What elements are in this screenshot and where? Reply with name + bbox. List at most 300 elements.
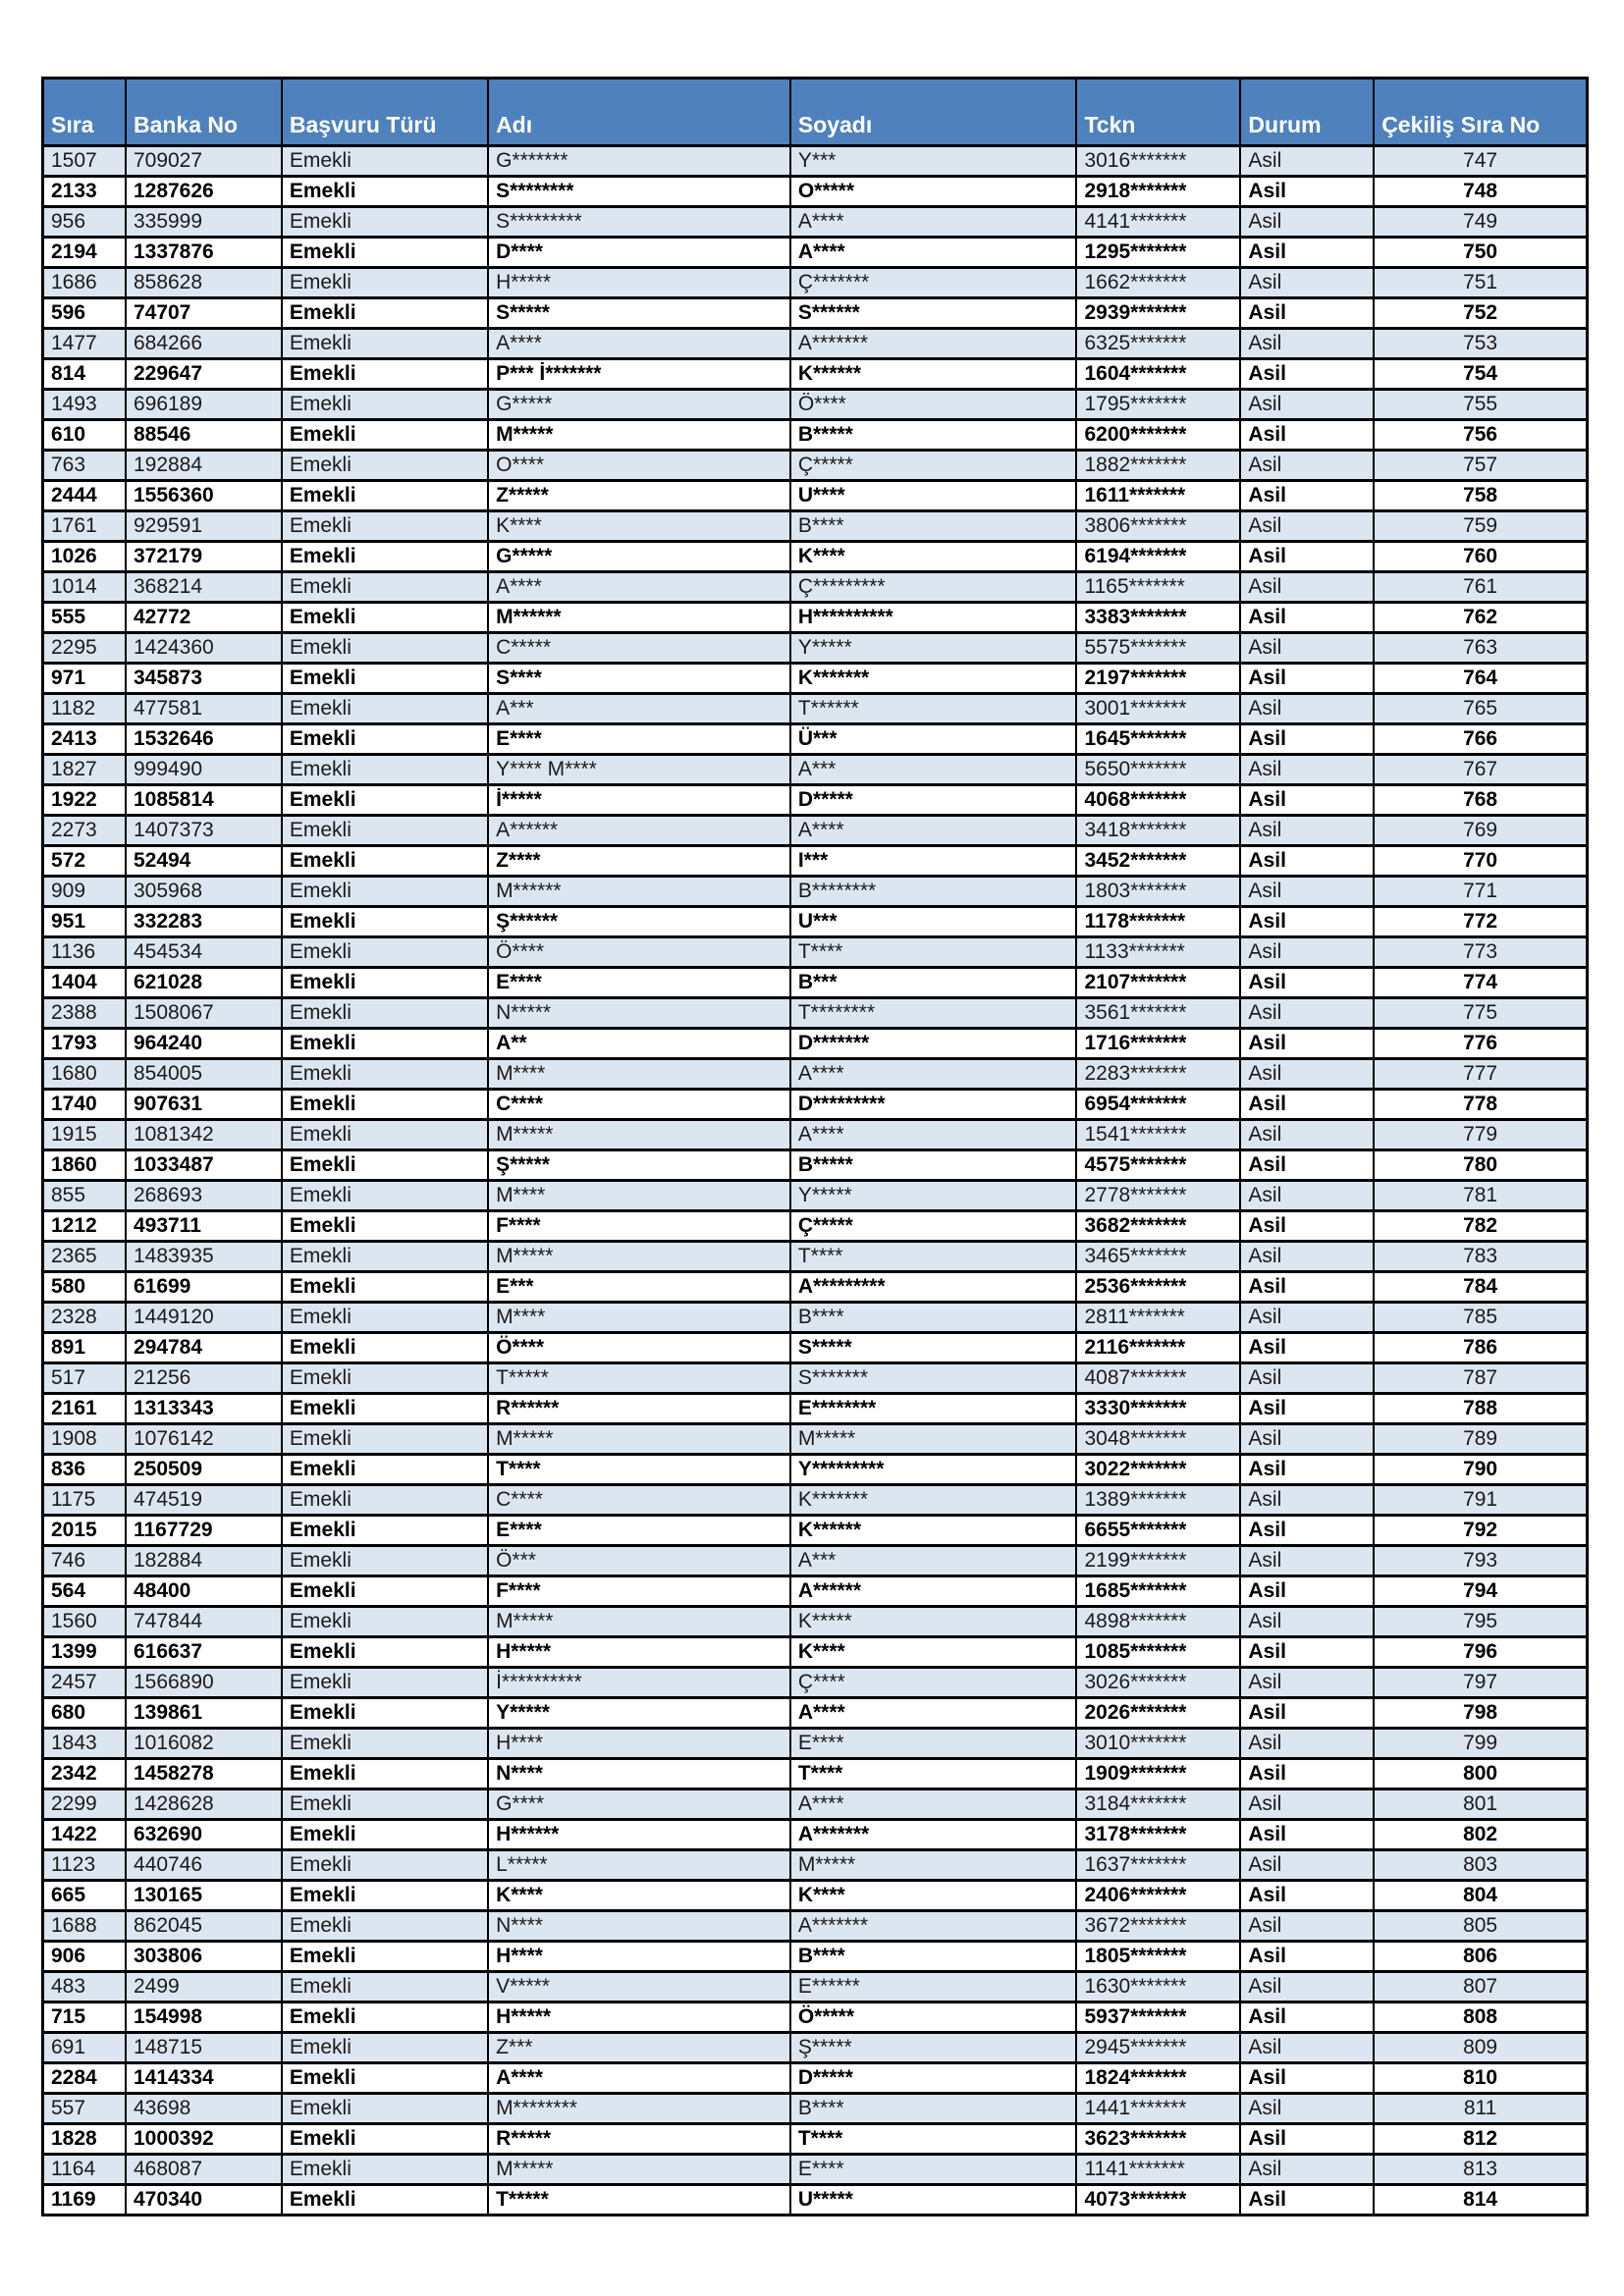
cell-soyadi: Ç***** xyxy=(790,451,1077,481)
cell-adi: Ö*** xyxy=(488,1546,790,1576)
cell-cekilis_sira_no: 809 xyxy=(1374,2033,1587,2063)
table-row xyxy=(43,542,1588,572)
cell-banka_no: 335999 xyxy=(126,207,282,238)
cell-soyadi: E**** xyxy=(790,1729,1077,1759)
cell-banka_no: 1076142 xyxy=(126,1424,282,1455)
cell-sira: 580 xyxy=(43,1272,126,1303)
cell-adi: İ********** xyxy=(488,1668,790,1698)
cell-banka_no: 61699 xyxy=(126,1272,282,1303)
cell-soyadi: Ş***** xyxy=(790,2033,1077,2063)
cell-basvuru_turu: Emekli xyxy=(282,998,488,1029)
cell-soyadi: O***** xyxy=(790,177,1077,207)
table-row xyxy=(43,1120,1588,1150)
cell-sira: 1688 xyxy=(43,1911,126,1942)
table-row xyxy=(43,2185,1588,2216)
cell-sira: 2194 xyxy=(43,238,126,268)
cell-banka_no: 305968 xyxy=(126,877,282,907)
cell-sira: 763 xyxy=(43,451,126,481)
cell-basvuru_turu: Emekli xyxy=(282,177,488,207)
cell-tckn: 3561******* xyxy=(1076,998,1240,1029)
cell-soyadi: A**** xyxy=(790,1059,1077,1090)
cell-soyadi: K**** xyxy=(790,542,1077,572)
cell-banka_no: 1556360 xyxy=(126,481,282,511)
cell-tckn: 1824******* xyxy=(1076,2063,1240,2094)
cell-sira: 891 xyxy=(43,1333,126,1363)
cell-sira: 596 xyxy=(43,298,126,329)
cell-tckn: 3026******* xyxy=(1076,1668,1240,1698)
cell-tckn: 5575******* xyxy=(1076,633,1240,664)
cell-tckn: 1662******* xyxy=(1076,268,1240,298)
cell-durum: Asil xyxy=(1240,481,1374,511)
table-header-row xyxy=(43,79,1588,146)
cell-durum: Asil xyxy=(1240,1394,1374,1424)
cell-sira: 1026 xyxy=(43,542,126,572)
cell-basvuru_turu: Emekli xyxy=(282,1333,488,1363)
cell-sira: 557 xyxy=(43,2094,126,2124)
cell-adi: S***** xyxy=(488,298,790,329)
table-row xyxy=(43,1150,1588,1181)
cell-adi: Y**** M**** xyxy=(488,755,790,785)
cell-cekilis_sira_no: 780 xyxy=(1374,1150,1587,1181)
table-row xyxy=(43,633,1588,664)
cell-sira: 1507 xyxy=(43,146,126,177)
column-header-sira: Sıra xyxy=(43,79,126,146)
cell-cekilis_sira_no: 772 xyxy=(1374,907,1587,937)
cell-soyadi: Ç***** xyxy=(790,1211,1077,1242)
table-row xyxy=(43,1546,1588,1576)
cell-soyadi: E****** xyxy=(790,1972,1077,2002)
cell-basvuru_turu: Emekli xyxy=(282,420,488,451)
cell-soyadi: Y*** xyxy=(790,146,1077,177)
cell-adi: N**** xyxy=(488,1911,790,1942)
cell-tckn: 3048******* xyxy=(1076,1424,1240,1455)
table-row xyxy=(43,1607,1588,1637)
cell-tckn: 6200******* xyxy=(1076,420,1240,451)
cell-soyadi: H********** xyxy=(790,603,1077,633)
cell-banka_no: 332283 xyxy=(126,907,282,937)
cell-soyadi: K****** xyxy=(790,1516,1077,1546)
cell-banka_no: 1414334 xyxy=(126,2063,282,2094)
cell-durum: Asil xyxy=(1240,1424,1374,1455)
cell-durum: Asil xyxy=(1240,1059,1374,1090)
cell-sira: 1680 xyxy=(43,1059,126,1090)
cell-basvuru_turu: Emekli xyxy=(282,1759,488,1789)
cell-durum: Asil xyxy=(1240,420,1374,451)
cell-banka_no: 372179 xyxy=(126,542,282,572)
cell-soyadi: Ç**** xyxy=(790,1668,1077,1698)
cell-sira: 2413 xyxy=(43,724,126,755)
cell-adi: A*** xyxy=(488,694,790,724)
cell-adi: M****** xyxy=(488,603,790,633)
cell-basvuru_turu: Emekli xyxy=(282,1150,488,1181)
cell-cekilis_sira_no: 803 xyxy=(1374,1850,1587,1881)
cell-basvuru_turu: Emekli xyxy=(282,390,488,420)
cell-tckn: 1441******* xyxy=(1076,2094,1240,2124)
cell-cekilis_sira_no: 770 xyxy=(1374,846,1587,877)
cell-adi: Y***** xyxy=(488,1698,790,1729)
cell-soyadi: Ç******* xyxy=(790,268,1077,298)
cell-cekilis_sira_no: 761 xyxy=(1374,572,1587,603)
cell-banka_no: 1508067 xyxy=(126,998,282,1029)
cell-tckn: 3022******* xyxy=(1076,1455,1240,1485)
cell-cekilis_sira_no: 776 xyxy=(1374,1029,1587,1059)
cell-durum: Asil xyxy=(1240,1211,1374,1242)
table-row xyxy=(43,1759,1588,1789)
cell-adi: O**** xyxy=(488,451,790,481)
table-row xyxy=(43,1911,1588,1942)
cell-cekilis_sira_no: 805 xyxy=(1374,1911,1587,1942)
table-row xyxy=(43,755,1588,785)
cell-durum: Asil xyxy=(1240,298,1374,329)
cell-tckn: 1685******* xyxy=(1076,1576,1240,1607)
table-row xyxy=(43,390,1588,420)
cell-cekilis_sira_no: 791 xyxy=(1374,1485,1587,1516)
cell-durum: Asil xyxy=(1240,1455,1374,1485)
cell-durum: Asil xyxy=(1240,207,1374,238)
cell-cekilis_sira_no: 799 xyxy=(1374,1729,1587,1759)
cell-basvuru_turu: Emekli xyxy=(282,268,488,298)
cell-basvuru_turu: Emekli xyxy=(282,1120,488,1150)
cell-banka_no: 474519 xyxy=(126,1485,282,1516)
cell-banka_no: 454534 xyxy=(126,937,282,968)
cell-banka_no: 268693 xyxy=(126,1181,282,1211)
cell-tckn: 4898******* xyxy=(1076,1607,1240,1637)
cell-adi: H**** xyxy=(488,1729,790,1759)
cell-cekilis_sira_no: 768 xyxy=(1374,785,1587,816)
cell-sira: 1422 xyxy=(43,1820,126,1850)
cell-basvuru_turu: Emekli xyxy=(282,1789,488,1820)
cell-banka_no: 1081342 xyxy=(126,1120,282,1150)
cell-tckn: 3010******* xyxy=(1076,1729,1240,1759)
cell-tckn: 4068******* xyxy=(1076,785,1240,816)
cell-soyadi: Ü*** xyxy=(790,724,1077,755)
cell-basvuru_turu: Emekli xyxy=(282,1850,488,1881)
table-row xyxy=(43,2094,1588,2124)
table-row xyxy=(43,1333,1588,1363)
cell-durum: Asil xyxy=(1240,664,1374,694)
cell-cekilis_sira_no: 754 xyxy=(1374,359,1587,390)
cell-adi: E**** xyxy=(488,968,790,998)
cell-adi: M**** xyxy=(488,1059,790,1090)
cell-tckn: 2026******* xyxy=(1076,1698,1240,1729)
cell-sira: 1404 xyxy=(43,968,126,998)
cell-cekilis_sira_no: 804 xyxy=(1374,1881,1587,1911)
cell-soyadi: B**** xyxy=(790,511,1077,542)
cell-basvuru_turu: Emekli xyxy=(282,2063,488,2094)
cell-soyadi: U**** xyxy=(790,481,1077,511)
cell-adi: R***** xyxy=(488,2124,790,2155)
table-row xyxy=(43,2002,1588,2033)
cell-sira: 1169 xyxy=(43,2185,126,2216)
cell-adi: M***** xyxy=(488,1120,790,1150)
cell-soyadi: T**** xyxy=(790,1242,1077,1272)
table-row xyxy=(43,1820,1588,1850)
cell-durum: Asil xyxy=(1240,2155,1374,2185)
cell-tckn: 1637******* xyxy=(1076,1850,1240,1881)
table-row xyxy=(43,1972,1588,2002)
cell-cekilis_sira_no: 748 xyxy=(1374,177,1587,207)
cell-durum: Asil xyxy=(1240,2124,1374,2155)
cell-adi: H***** xyxy=(488,1637,790,1668)
table-row xyxy=(43,1881,1588,1911)
cell-cekilis_sira_no: 765 xyxy=(1374,694,1587,724)
cell-cekilis_sira_no: 795 xyxy=(1374,1607,1587,1637)
cell-tckn: 4087******* xyxy=(1076,1363,1240,1394)
table-row xyxy=(43,998,1588,1029)
table-row xyxy=(43,1455,1588,1485)
cell-basvuru_turu: Emekli xyxy=(282,146,488,177)
cell-sira: 665 xyxy=(43,1881,126,1911)
cell-banka_no: 192884 xyxy=(126,451,282,481)
cell-cekilis_sira_no: 752 xyxy=(1374,298,1587,329)
cell-cekilis_sira_no: 785 xyxy=(1374,1303,1587,1333)
cell-adi: C**** xyxy=(488,1090,790,1120)
table-row xyxy=(43,2063,1588,2094)
cell-banka_no: 74707 xyxy=(126,298,282,329)
cell-adi: T**** xyxy=(488,1455,790,1485)
cell-sira: 1793 xyxy=(43,1029,126,1059)
table-row xyxy=(43,816,1588,846)
cell-durum: Asil xyxy=(1240,1485,1374,1516)
cell-cekilis_sira_no: 798 xyxy=(1374,1698,1587,1729)
cell-tckn: 2406******* xyxy=(1076,1881,1240,1911)
cell-tckn: 2107******* xyxy=(1076,968,1240,998)
cell-cekilis_sira_no: 788 xyxy=(1374,1394,1587,1424)
cell-banka_no: 250509 xyxy=(126,1455,282,1485)
cell-adi: Ş****** xyxy=(488,907,790,937)
cell-adi: M***** xyxy=(488,1424,790,1455)
cell-tckn: 3016******* xyxy=(1076,146,1240,177)
cell-basvuru_turu: Emekli xyxy=(282,846,488,877)
cell-sira: 2299 xyxy=(43,1789,126,1820)
cell-durum: Asil xyxy=(1240,1942,1374,1972)
cell-soyadi: I*** xyxy=(790,846,1077,877)
cell-banka_no: 1483935 xyxy=(126,1242,282,1272)
cell-durum: Asil xyxy=(1240,390,1374,420)
cell-sira: 855 xyxy=(43,1181,126,1211)
cell-soyadi: A**** xyxy=(790,816,1077,846)
cell-tckn: 4073******* xyxy=(1076,2185,1240,2216)
cell-adi: M***** xyxy=(488,1242,790,1272)
cell-durum: Asil xyxy=(1240,1029,1374,1059)
cell-sira: 2295 xyxy=(43,633,126,664)
cell-sira: 691 xyxy=(43,2033,126,2063)
cell-durum: Asil xyxy=(1240,542,1374,572)
cell-sira: 1908 xyxy=(43,1424,126,1455)
cell-tckn: 3330******* xyxy=(1076,1394,1240,1424)
cell-soyadi: Ö**** xyxy=(790,390,1077,420)
cell-tckn: 6954******* xyxy=(1076,1090,1240,1120)
cell-banka_no: 294784 xyxy=(126,1333,282,1363)
cell-adi: Ö**** xyxy=(488,937,790,968)
table-row xyxy=(43,1059,1588,1090)
cell-sira: 836 xyxy=(43,1455,126,1485)
cell-sira: 2161 xyxy=(43,1394,126,1424)
cell-sira: 2457 xyxy=(43,1668,126,1698)
table-row xyxy=(43,177,1588,207)
cell-sira: 1827 xyxy=(43,755,126,785)
cell-tckn: 3672******* xyxy=(1076,1911,1240,1942)
cell-cekilis_sira_no: 800 xyxy=(1374,1759,1587,1789)
cell-cekilis_sira_no: 777 xyxy=(1374,1059,1587,1090)
table-row xyxy=(43,1668,1588,1698)
cell-durum: Asil xyxy=(1240,603,1374,633)
cell-basvuru_turu: Emekli xyxy=(282,603,488,633)
cell-cekilis_sira_no: 758 xyxy=(1374,481,1587,511)
cell-adi: S**** xyxy=(488,664,790,694)
cell-adi: F**** xyxy=(488,1576,790,1607)
column-header-adi: Adı xyxy=(488,79,790,146)
cell-adi: G***** xyxy=(488,390,790,420)
cell-durum: Asil xyxy=(1240,1181,1374,1211)
cell-soyadi: T******** xyxy=(790,998,1077,1029)
cell-adi: T***** xyxy=(488,2185,790,2216)
table-row xyxy=(43,1789,1588,1820)
table-row xyxy=(43,1181,1588,1211)
cell-basvuru_turu: Emekli xyxy=(282,2033,488,2063)
cell-cekilis_sira_no: 802 xyxy=(1374,1820,1587,1850)
cell-adi: Ş***** xyxy=(488,1150,790,1181)
cell-basvuru_turu: Emekli xyxy=(282,1516,488,1546)
cell-banka_no: 21256 xyxy=(126,1363,282,1394)
cell-sira: 2284 xyxy=(43,2063,126,2094)
cell-durum: Asil xyxy=(1240,1272,1374,1303)
cell-sira: 951 xyxy=(43,907,126,937)
cell-adi: N**** xyxy=(488,1759,790,1789)
cell-adi: Z*** xyxy=(488,2033,790,2063)
cell-basvuru_turu: Emekli xyxy=(282,785,488,816)
cell-soyadi: E******** xyxy=(790,1394,1077,1424)
cell-cekilis_sira_no: 812 xyxy=(1374,2124,1587,2155)
cell-cekilis_sira_no: 760 xyxy=(1374,542,1587,572)
cell-adi: D**** xyxy=(488,238,790,268)
cell-basvuru_turu: Emekli xyxy=(282,1576,488,1607)
cell-soyadi: A*** xyxy=(790,1546,1077,1576)
cell-basvuru_turu: Emekli xyxy=(282,1211,488,1242)
cell-banka_no: 303806 xyxy=(126,1942,282,1972)
cell-cekilis_sira_no: 814 xyxy=(1374,2185,1587,2216)
cell-sira: 1175 xyxy=(43,1485,126,1516)
cell-adi: A**** xyxy=(488,329,790,359)
table-row xyxy=(43,268,1588,298)
cell-soyadi: K**** xyxy=(790,1637,1077,1668)
cell-adi: G***** xyxy=(488,542,790,572)
cell-soyadi: B***** xyxy=(790,1150,1077,1181)
table-row xyxy=(43,420,1588,451)
table-row xyxy=(43,146,1588,177)
cell-cekilis_sira_no: 775 xyxy=(1374,998,1587,1029)
cell-cekilis_sira_no: 789 xyxy=(1374,1424,1587,1455)
cell-banka_no: 148715 xyxy=(126,2033,282,2063)
cell-durum: Asil xyxy=(1240,1333,1374,1363)
table-row xyxy=(43,785,1588,816)
cell-durum: Asil xyxy=(1240,998,1374,1029)
cell-cekilis_sira_no: 764 xyxy=(1374,664,1587,694)
cell-basvuru_turu: Emekli xyxy=(282,1942,488,1972)
cell-durum: Asil xyxy=(1240,1789,1374,1820)
cell-banka_no: 684266 xyxy=(126,329,282,359)
cell-sira: 906 xyxy=(43,1942,126,1972)
cell-tckn: 6194******* xyxy=(1076,542,1240,572)
cell-durum: Asil xyxy=(1240,359,1374,390)
table-row xyxy=(43,1363,1588,1394)
cell-soyadi: Y***** xyxy=(790,633,1077,664)
cell-soyadi: E**** xyxy=(790,2155,1077,2185)
cell-banka_no: 345873 xyxy=(126,664,282,694)
cell-tckn: 1165******* xyxy=(1076,572,1240,603)
cell-soyadi: A*** xyxy=(790,755,1077,785)
cell-cekilis_sira_no: 774 xyxy=(1374,968,1587,998)
cell-cekilis_sira_no: 810 xyxy=(1374,2063,1587,2094)
cell-basvuru_turu: Emekli xyxy=(282,1546,488,1576)
cell-basvuru_turu: Emekli xyxy=(282,238,488,268)
cell-durum: Asil xyxy=(1240,1546,1374,1576)
cell-adi: M****** xyxy=(488,877,790,907)
cell-cekilis_sira_no: 793 xyxy=(1374,1546,1587,1576)
cell-soyadi: A**** xyxy=(790,1789,1077,1820)
cell-basvuru_turu: Emekli xyxy=(282,1637,488,1668)
cell-banka_no: 154998 xyxy=(126,2002,282,2033)
cell-soyadi: B*** xyxy=(790,968,1077,998)
cell-banka_no: 1167729 xyxy=(126,1516,282,1546)
cell-sira: 1560 xyxy=(43,1607,126,1637)
column-header-tckn: Tckn xyxy=(1076,79,1240,146)
column-header-soyadi: Soyadı xyxy=(790,79,1077,146)
cell-adi: Z**** xyxy=(488,846,790,877)
cell-banka_no: 368214 xyxy=(126,572,282,603)
table-row xyxy=(43,1637,1588,1668)
cell-basvuru_turu: Emekli xyxy=(282,877,488,907)
cell-tckn: 2116******* xyxy=(1076,1333,1240,1363)
cell-soyadi: M***** xyxy=(790,1424,1077,1455)
table-row xyxy=(43,2033,1588,2063)
cell-basvuru_turu: Emekli xyxy=(282,1729,488,1759)
cell-basvuru_turu: Emekli xyxy=(282,2002,488,2033)
cell-cekilis_sira_no: 792 xyxy=(1374,1516,1587,1546)
cell-soyadi: Ö***** xyxy=(790,2002,1077,2033)
table-row xyxy=(43,937,1588,968)
cell-tckn: 1178******* xyxy=(1076,907,1240,937)
cell-basvuru_turu: Emekli xyxy=(282,207,488,238)
cell-durum: Asil xyxy=(1240,1637,1374,1668)
cell-durum: Asil xyxy=(1240,1668,1374,1698)
table-row xyxy=(43,481,1588,511)
cell-durum: Asil xyxy=(1240,755,1374,785)
cell-basvuru_turu: Emekli xyxy=(282,1090,488,1120)
cell-adi: E**** xyxy=(488,724,790,755)
cell-sira: 746 xyxy=(43,1546,126,1576)
cell-durum: Asil xyxy=(1240,877,1374,907)
cell-tckn: 1630******* xyxy=(1076,1972,1240,2002)
table-row xyxy=(43,1698,1588,1729)
cell-sira: 2444 xyxy=(43,481,126,511)
cell-adi: H***** xyxy=(488,268,790,298)
cell-cekilis_sira_no: 757 xyxy=(1374,451,1587,481)
table-row xyxy=(43,451,1588,481)
cell-soyadi: A******* xyxy=(790,329,1077,359)
cell-basvuru_turu: Emekli xyxy=(282,1242,488,1272)
cell-sira: 680 xyxy=(43,1698,126,1729)
table-row xyxy=(43,1516,1588,1546)
cell-tckn: 3452******* xyxy=(1076,846,1240,877)
cell-durum: Asil xyxy=(1240,511,1374,542)
cell-tckn: 2778******* xyxy=(1076,1181,1240,1211)
cell-banka_no: 747844 xyxy=(126,1607,282,1637)
cell-adi: Ö**** xyxy=(488,1333,790,1363)
cell-banka_no: 1337876 xyxy=(126,238,282,268)
cell-adi: C***** xyxy=(488,633,790,664)
cell-cekilis_sira_no: 813 xyxy=(1374,2155,1587,2185)
